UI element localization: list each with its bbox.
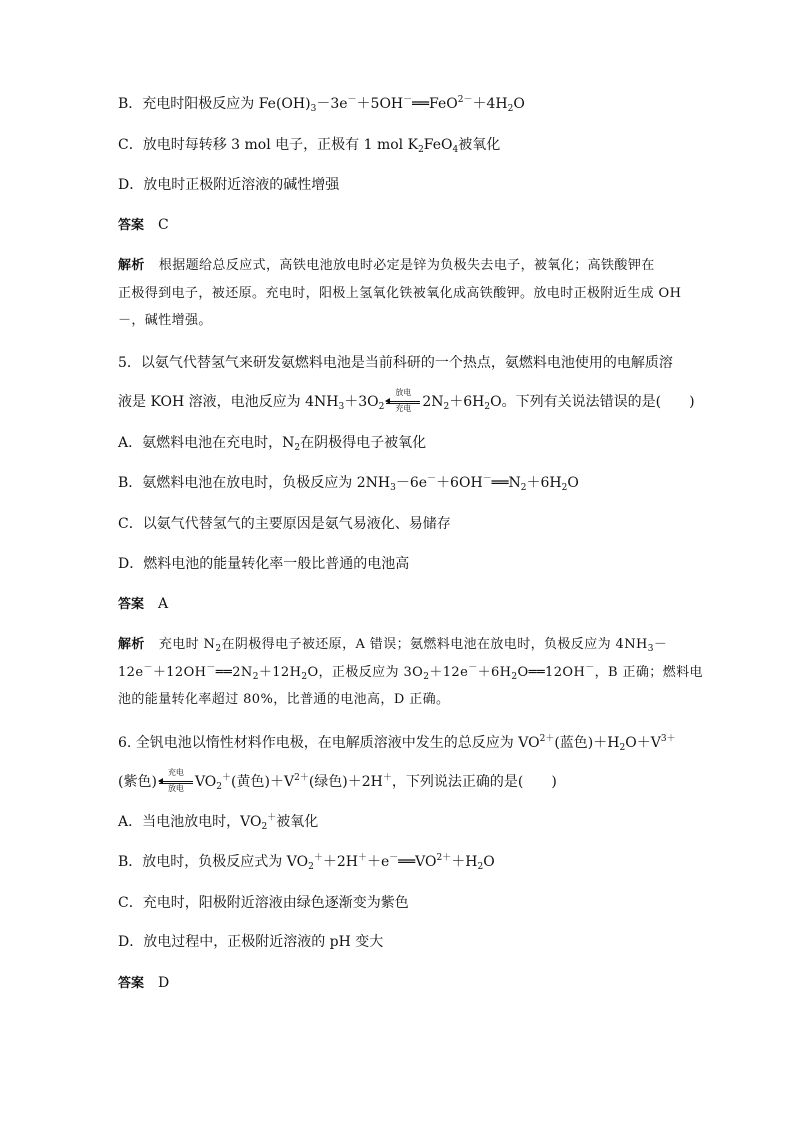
answer-value: A [158, 596, 169, 612]
explanation-label: 解析 [118, 637, 145, 652]
q5-option-b: B．氨燃料电池在放电时，负极反应为 $2NH_3-6e^-+6OH^-══N_2+6H_2O$ [118, 474, 579, 493]
q5-explanation-line-1: 解析 充电时 $N_2$在阴极得电子被还原，A 错误；氨燃料电池在放电时，负极反应为 $4NH_3-$ [118, 637, 668, 654]
q5-option-a: A．氨燃料电池在充电时，$N_2$在阴极得电子被氧化 [118, 435, 427, 453]
q4-answer [118, 215, 169, 236]
q4-explanation-line-1: 解析 根据题给总反应式，高铁电池放电时必定是锌为负极失去电子，被氧化；高铁酸钾在 [118, 258, 655, 273]
q5-stem-line-1: 5．以氨气代替氢气来研发氨燃料电池是当前科研的一个热点，氨燃料电池使用的电解质溶 [118, 355, 673, 371]
q6-answer [118, 973, 169, 994]
q6-option-a: A．当电池放电时，$VO_2^+$被氧化 [118, 813, 319, 832]
q4-explanation-line-2: 正极得到电子，被还原。充电时，阳极上氢氧化铁被氧化成高铁酸钾。放电时正极附近生成 OH [118, 286, 682, 301]
q6-option-b: B．放电时，负极反应式为 $VO_2^++2H^++e^-══VO^{2+}+H_2O$ [118, 853, 495, 872]
answer-label: 答案 [118, 597, 145, 612]
reversible-arrow-icon: 放电 充电 [386, 392, 420, 412]
q4-option-d: D．放电时正极附近溶液的碱性增强 [118, 177, 340, 193]
q6-option-d: D．放电过程中，正极附近溶液的 pH 变大 [118, 934, 384, 950]
q4-option-b: B．充电时阳极反应为 $Fe(OH)_3-3e^-+5OH^-══FeO^{2-}+4H_2O$ [118, 95, 525, 114]
q6-stem-line-2: (紫色) 充电 放电 $VO_2^+$(黄色)$+V^{2+}$(绿色)＋2H＋，下列说法正确的是( ) [118, 768, 557, 793]
answer-label: 答案 [118, 218, 145, 233]
q5-explanation-line-3: 池的能量转化率超过 80%，比普通的电池高，D 正确。 [118, 692, 450, 707]
q5-answer [118, 594, 168, 615]
q5-explanation-line-2: $12e^-+12OH^-══2N_2+12H_2O$，正极反应为 $3O_2+12e^-+6H_2O══12OH^-$，B 正确；燃料电 [118, 663, 703, 682]
answer-value: C [158, 217, 169, 233]
answer-value: D [158, 975, 170, 991]
q4-option-c: C．放电时每转移 3 mol 电子，正极有 1 mol $K_2FeO_4$被氧化 [118, 137, 501, 155]
explanation-label: 解析 [118, 258, 145, 273]
q6-option-c: C．充电时，阳极附近溶液由绿色逐渐变为紫色 [118, 895, 409, 911]
answer-label: 答案 [118, 976, 145, 991]
q5-stem-line-2: 液是 KOH 溶液，电池反应为 $4NH_3+3O_2$ 放电 充电 $2N_2+6H_2O$。下列有关说法错误的是( ) [118, 388, 695, 413]
q6-stem-line-1: 6. 全钒电池以惰性材料作电极，在电解质溶液中发生的总反应为 $VO^{2+}$(蓝色)$+H_2O+V^{3+}$ [118, 734, 676, 753]
q4-explanation-line-3: －，碱性增强。 [118, 313, 212, 328]
reversible-arrow-icon: 充电 放电 [159, 772, 193, 792]
q5-option-d: D．燃料电池的能量转化率一般比普通的电池高 [118, 556, 410, 572]
q5-option-c: C．以氨气代替氢气的主要原因是氨气易液化、易储存 [118, 516, 451, 532]
